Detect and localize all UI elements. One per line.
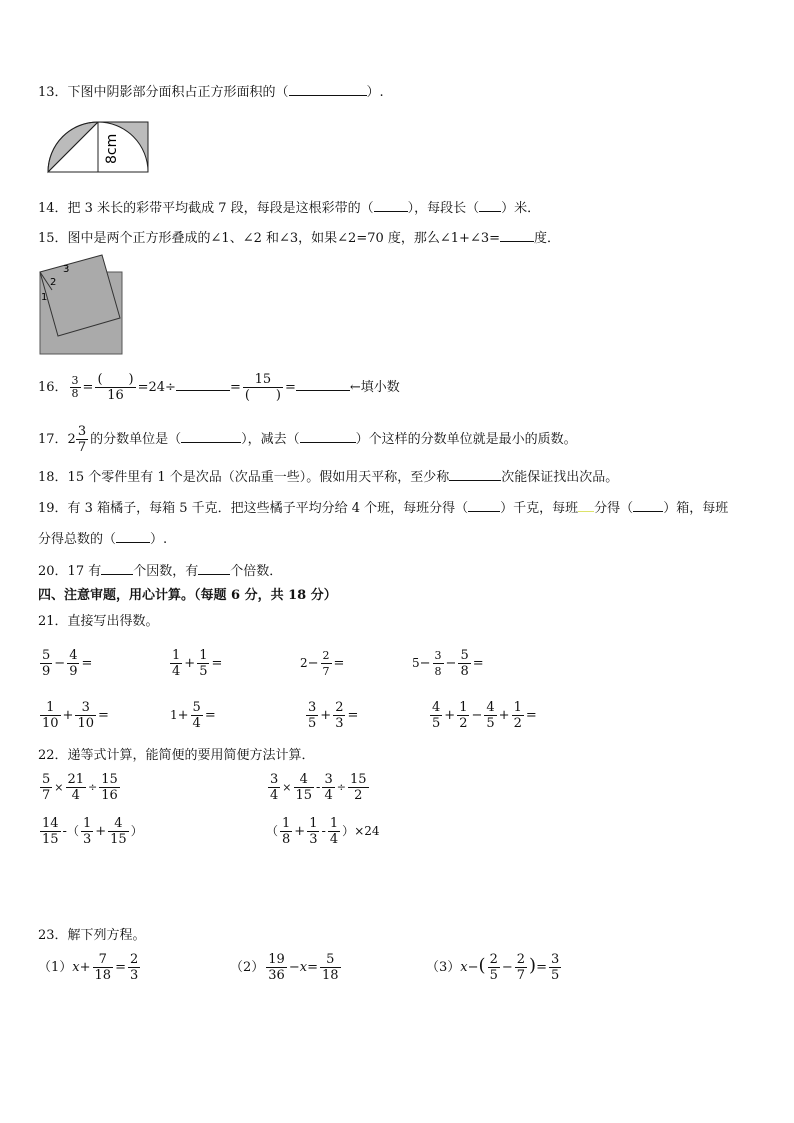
answer-blank[interactable] [101,561,133,575]
answer-blank[interactable] [449,467,501,481]
fraction: $\frac{2}{3}$ [129,952,139,983]
q18-text-b: 次能保证找出次品。 [501,470,619,485]
fraction: $\frac{5}{7}$ [42,772,51,803]
question-19-cont [38,529,167,550]
fraction: $\frac{3}{4}$ [324,772,333,803]
q13-end: ）. [366,85,384,100]
q22-item-1: $\frac{5}{7}$ × $\frac{21}{4}$ ÷ $\frac{15}{16}$ [42,772,118,803]
answer-blank[interactable] [116,529,150,543]
q13-figure [46,120,152,176]
fraction: $\frac{5}{9}$ [42,648,51,679]
question-20 [38,561,282,582]
fraction: $\frac{1}{8}$ [282,816,291,847]
q19-text-e: 分得总数的（ [38,532,117,547]
question-18 [38,467,618,488]
fraction: $\frac{15}{2}$ [349,772,367,803]
answer-blank[interactable] [181,429,241,443]
answer-blank[interactable] [289,82,367,96]
q21-item-1: $\frac{5}{9}$ − $\frac{4}{9}$ = [42,648,93,679]
q17-number: 17． [38,432,68,447]
angle-3-label: 3 [63,264,70,275]
fraction: $\frac{1}{3}$ [309,816,318,847]
q21-item-6: 1+ $\frac{5}{4}$ = [170,700,216,731]
question-17 [38,420,577,460]
q17-text-b: ），减去（ [241,432,300,447]
q15-end: 度． [534,231,561,246]
q16-tail: ←填小数 [349,380,400,395]
question-22-title: 22．递等式计算，能简便的要用简便方法计算． [38,748,315,763]
q19-text-f: ）. [150,532,168,547]
q14-text-a: 14．把 3 米长的彩带平均截成 7 段，每段是这根彩带的（ [38,201,374,216]
fraction: $\frac{15}{( )}$ [244,372,281,403]
section-heading: 四、注意审题，用心计算。（每题 6 分，共 18 分） [38,588,337,603]
fraction: $\frac{7}{18}$ [94,952,112,983]
fraction: $\frac{15}{16}$ [101,772,118,803]
q21-item-3: 2− $\frac{2}{7}$ = [300,649,345,678]
fraction: $\frac{4}{9}$ [69,648,78,679]
fraction: $\frac{3}{7}$ [77,424,87,455]
angle-1-label: 1 [41,292,48,303]
q20-text-c: 个倍数． [230,564,283,579]
q18-text-a: 18．15 个零件里有 1 个是次品（次品重一些）。假如用天平称，至少称 [38,470,450,485]
answer-blank[interactable] [468,498,500,512]
q19-text-b: ）千克，每班 [500,501,579,516]
q21-item-7: $\frac{3}{5}$ + $\frac{2}{3}$ = [308,700,359,731]
fraction: $\frac{4}{15}$ [295,772,313,803]
q14-text-c: ）米． [501,201,541,216]
fraction: $\frac{4}{5}$ [432,700,441,731]
q20-text-b: 个因数，有 [133,564,199,579]
answer-blank[interactable] [633,498,663,512]
question-14 [38,198,540,219]
fraction: $\frac{3}{10}$ [77,700,94,731]
fraction: $\frac{5}{4}$ [192,700,201,731]
fraction: $\frac{19}{36}$ [268,952,285,983]
q20-text-a: 20．17 有 [38,564,102,579]
question-13 [38,82,384,103]
fraction: $\frac{1}{4}$ [172,648,181,679]
fraction-blank[interactable]: ( ) [97,372,134,387]
fraction: $\frac{3}{8}$ [71,374,79,400]
question-23-title: 23．解下列方程。 [38,928,146,943]
q15-figure [38,252,128,358]
fraction: $\frac{2}{7}$ [516,952,526,983]
angle-2-label: 2 [50,277,57,288]
q14-text-b: ），每段长（ [407,201,480,216]
fraction: $\frac{2}{3}$ [335,700,344,731]
q21-item-2: $\frac{1}{4}$ + $\frac{1}{5}$ = [172,648,223,679]
q22-item-3: $\frac{14}{15}$ -（ $\frac{1}{3}$ + $\frac{4}{15}$ ） [42,816,143,847]
q17-text-c: ）个这样的分数单位就是最小的质数。 [355,432,577,447]
q22-item-2: $\frac{3}{4}$ × $\frac{4}{15}$ - $\frac{3}{4}$ ÷ $\frac{15}{2}$ [270,772,367,803]
length-label: 8cm [104,133,120,164]
question-19 [38,498,728,519]
fraction: $\frac{3}{5}$ [550,952,560,983]
q22-item-4: （ $\frac{1}{8}$ + $\frac{1}{3}$ - $\frac{1}{4}$ ）×24 [266,816,380,847]
fraction: $\frac{1}{2}$ [459,700,468,731]
q17-text-a: 的分数单位是（ [90,432,182,447]
fraction: $\frac{3}{8}$ [434,649,442,678]
fraction: $\frac{14}{15}$ [42,816,59,847]
fraction: $\frac{2}{5}$ [489,952,498,983]
answer-blank[interactable] [296,377,350,391]
q19-text-d: ）箱，每班 [663,501,729,516]
fraction: $\frac{5}{8}$ [460,648,469,679]
fraction: $\frac{1}{5}$ [199,648,208,679]
q21-item-8: $\frac{4}{5}$ + $\frac{1}{2}$ − $\frac{4}{5}$ + $\frac{1}{2}$ = [432,700,537,731]
q19-text-c: 分得（ [594,501,634,516]
fraction: $\frac{5}{18}$ [321,952,339,983]
fraction: $\frac{1}{3}$ [82,816,92,847]
q21-item-4: 5− $\frac{3}{8}$ − $\frac{5}{8}$ = [412,648,484,679]
answer-blank[interactable] [176,377,230,391]
q23-item-1: （1）x+ $\frac{7}{18}$ = $\frac{2}{3}$ [38,952,139,983]
answer-blank[interactable] [500,228,534,242]
fraction: $\frac{1}{10}$ [42,700,59,731]
fraction: $\frac{4}{5}$ [486,700,495,731]
question-21-title: 21．直接写出得数。 [38,614,159,629]
answer-blank[interactable] [374,198,408,212]
answer-blank[interactable] [300,429,356,443]
q21-item-5: $\frac{1}{10}$ + $\frac{3}{10}$ = [42,700,109,731]
q23-item-2: （2） $\frac{19}{36}$ −x= $\frac{5}{18}$ [230,952,339,983]
answer-blank[interactable] [479,198,501,212]
q23-item-3: （3）x−( $\frac{2}{5}$ − $\frac{2}{7}$ )= $\frac{3}{5}$ [426,952,560,983]
fraction: $\frac{1}{2}$ [513,700,522,731]
fraction: $\frac{( )}{16}$ [97,372,134,403]
q16-number: 16． [38,380,68,395]
fraction: $\frac{21}{4}$ [67,772,85,803]
question-15 [38,228,560,249]
fraction: $\frac{3}{5}$ [308,700,317,731]
answer-blank[interactable] [198,561,230,575]
q15-text: 15．图中是两个正方形叠成的∠1、∠2 和∠3，如果∠2=70 度，那么∠1+∠3= [38,231,501,246]
fraction: $\frac{4}{15}$ [110,816,127,847]
question-16: 16． $\frac{3}{8}$ = $\frac{( )}{16}$ =24÷ = $\frac{15}{( )}$ = ←填小数 [38,372,400,403]
q13-text: 13．下图中阴影部分面积占正方形面积的（ [38,85,289,100]
q19-text-a: 19．有 3 箱橘子，每箱 5 千克．把这些橘子平均分给 4 个班，每班分得（ [38,501,469,516]
mixed-whole: 2 [67,432,76,447]
fraction: $\frac{3}{4}$ [270,772,279,803]
fraction: $\frac{1}{4}$ [329,816,339,847]
fraction-blank[interactable]: ( ) [244,388,281,403]
fraction: $\frac{2}{7}$ [322,649,330,678]
